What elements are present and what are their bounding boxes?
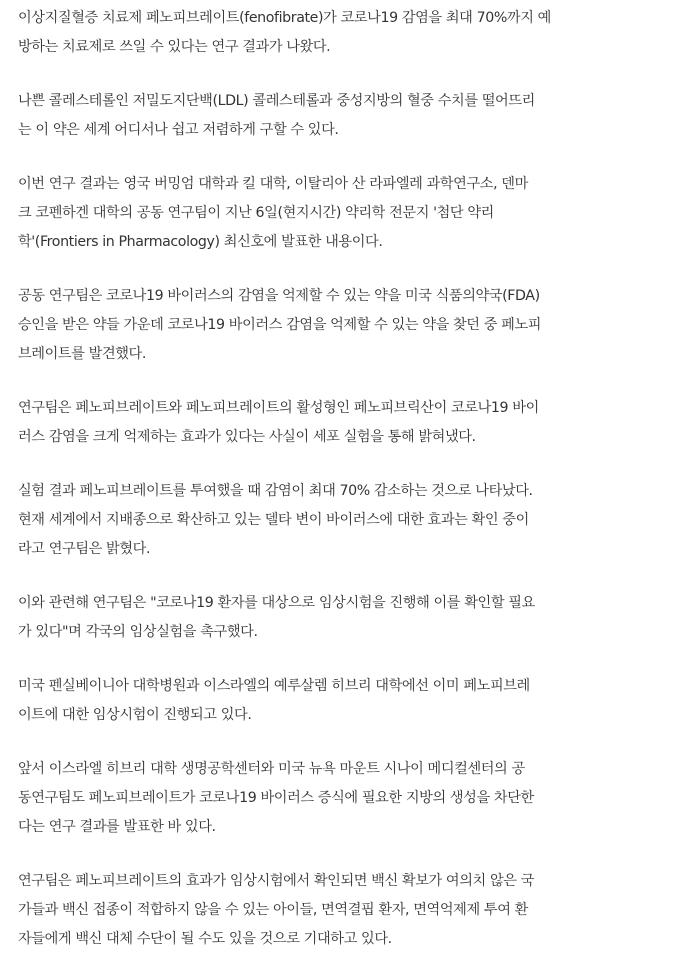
paragraph-line: 공동 연구팀은 코로나19 바이러스의 감염을 억제할 수 있는 약을 미국 식품의약국(FDA) [18,288,540,304]
paragraph-line: 가들과 백신 접종이 적합하지 않을 수 있는 아이들, 면역결핍 환자, 면역억제제 투여 환 [18,902,528,918]
article-paragraph [18,755,668,842]
article-paragraph [18,87,668,145]
article-paragraph [18,477,668,564]
paragraph-line: 학'(Frontiers in Pharmacology) 최신호에 발표한 내용이다. [18,234,383,250]
article-paragraph [18,589,668,647]
paragraph-line: 라고 연구팀은 밝혔다. [18,541,151,557]
paragraph-line: 실험 결과 페노피브레이트를 투여했을 때 감염이 최대 70% 감소하는 것으로 나타났다. [18,483,533,499]
paragraph-line: 자들에게 백신 대체 수단이 될 수도 있을 것으로 기대하고 있다. [18,931,392,947]
paragraph-line: 가 있다"며 각국의 임상실험을 촉구했다. [18,624,258,640]
paragraph-line: 방하는 치료제로 쓰일 수 있다는 연구 결과가 나왔다. [18,39,331,55]
article-paragraph [18,394,668,452]
article-paragraph [18,4,668,62]
paragraph-line: 는 이 약은 세계 어디서나 쉽고 저렴하게 구할 수 있다. [18,122,339,138]
paragraph-line: 이트에 대한 임상시험이 진행되고 있다. [18,707,252,723]
article-body [18,4,668,979]
paragraph-line: 크 코펜하겐 대학의 공동 연구팀이 지난 6일(현지시간) 약리학 전문지 '첨단 약리 [18,205,494,221]
paragraph-line: 연구팀은 페노피브레이트와 페노피브레이트의 활성형인 페노피브릭산이 코로나19 바이 [18,400,539,416]
article-paragraph [18,282,668,369]
paragraph-line: 동연구팀도 페노피브레이트가 코로나19 바이러스 증식에 필요한 지방의 생성을 차단한 [18,790,534,806]
article-paragraph [18,170,668,257]
paragraph-line: 브레이트를 발견했다. [18,346,146,362]
paragraph-line: 러스 감염을 크게 억제하는 효과가 있다는 사실이 세포 실험을 통해 밝혀냈다. [18,429,476,445]
paragraph-line: 이상지질혈증 치료제 페노피브레이트(fenofibrate)가 코로나19 감염을 최대 70%까지 예 [18,10,551,26]
paragraph-line: 미국 펜실베이니아 대학병원과 이스라엘의 예루살렘 히브리 대학에선 이미 페노피브레 [18,678,530,694]
paragraph-line: 현재 세계에서 지배종으로 확산하고 있는 델타 변이 바이러스에 대한 효과는 확인 중이 [18,512,529,528]
paragraph-line: 이번 연구 결과는 영국 버밍엄 대학과 킬 대학, 이탈리아 산 라파엘레 과학연구소, 덴마 [18,176,528,192]
article-paragraph [18,672,668,730]
paragraph-line: 승인을 받은 약들 가운데 코로나19 바이러스 감염을 억제할 수 있는 약을 찾던 중 페노피 [18,317,542,333]
article-paragraph [18,867,668,954]
paragraph-line: 앞서 이스라엘 히브리 대학 생명공학센터와 미국 뉴욕 마운트 시나이 메디컬센터의 공 [18,761,525,777]
paragraph-line: 나쁜 콜레스테롤인 저밀도지단백(LDL) 콜레스테롤과 중성지방의 혈중 수치를 떨어뜨리 [18,93,535,109]
paragraph-line: 다는 연구 결과를 발표한 바 있다. [18,819,216,835]
paragraph-line: 연구팀은 페노피브레이트의 효과가 임상시험에서 확인되면 백신 확보가 여의치 않은 국 [18,873,534,889]
paragraph-line: 이와 관련해 연구팀은 "코로나19 환자를 대상으로 임상시험을 진행해 이를 확인할 필요 [18,595,535,611]
